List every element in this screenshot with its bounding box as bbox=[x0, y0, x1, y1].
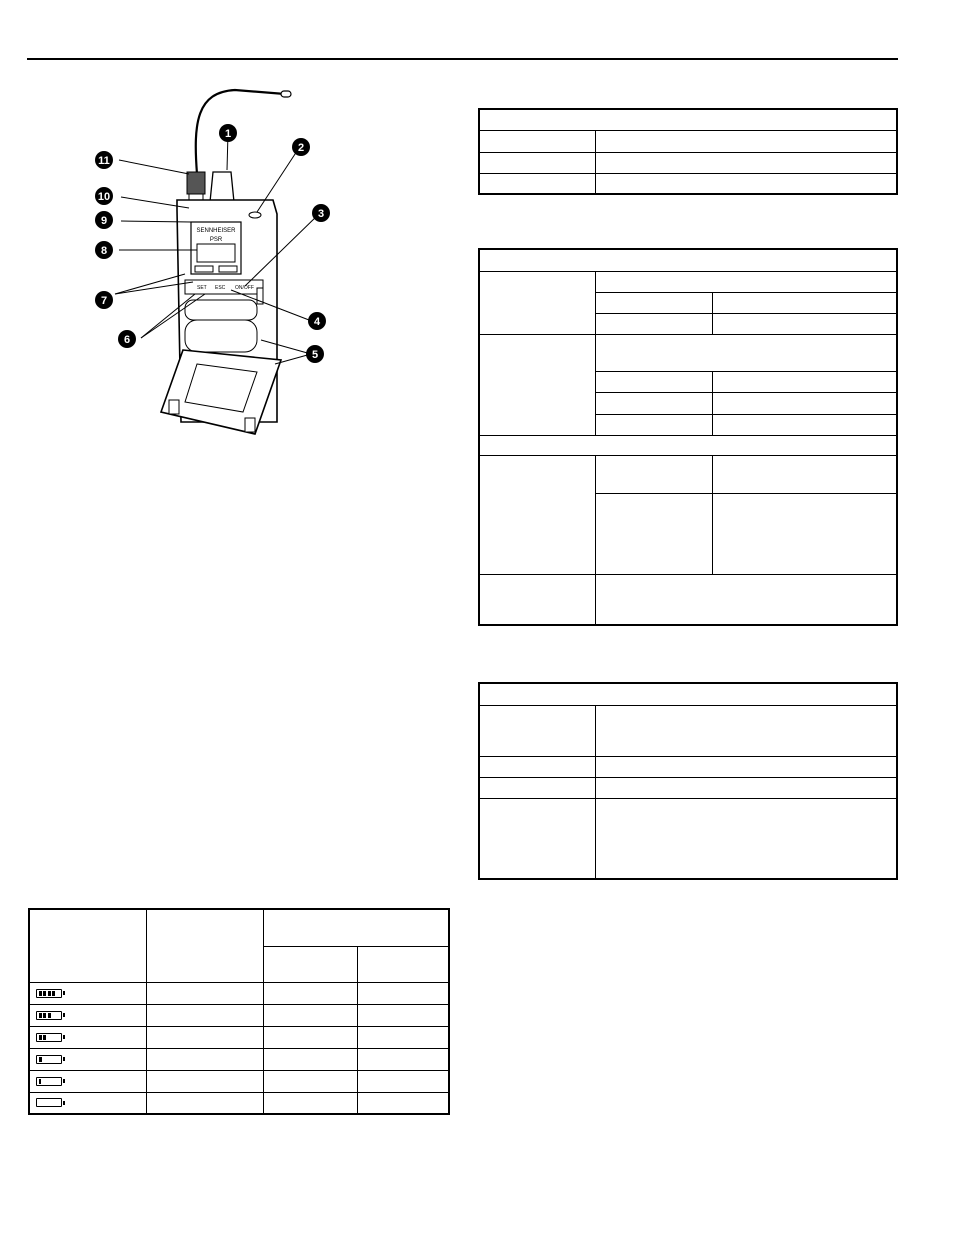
table-cell bbox=[29, 982, 146, 1004]
table-cell bbox=[712, 455, 897, 493]
battery-cell-bottom bbox=[185, 320, 257, 352]
table-cell bbox=[479, 455, 595, 574]
callout-10 bbox=[95, 187, 113, 205]
svg-text:3: 3 bbox=[317, 208, 325, 220]
battery-low-bar-icon bbox=[36, 1077, 65, 1086]
table-cell bbox=[595, 574, 897, 625]
battery-2-bars-icon bbox=[36, 1033, 65, 1042]
table-cell bbox=[595, 705, 897, 756]
table-cell bbox=[29, 1026, 146, 1048]
table-cell bbox=[29, 909, 146, 982]
table-cell bbox=[146, 909, 263, 982]
table-cell bbox=[357, 946, 449, 982]
table-cell bbox=[595, 130, 897, 152]
up-button bbox=[219, 266, 237, 272]
callout-5 bbox=[306, 345, 324, 363]
display-label: PSR bbox=[209, 237, 223, 243]
table-cell bbox=[595, 756, 897, 777]
table-row bbox=[29, 1070, 449, 1092]
table-cell bbox=[479, 249, 897, 271]
battery-empty-icon bbox=[36, 1098, 65, 1107]
table-cell bbox=[595, 173, 897, 194]
battery-4-bars-icon bbox=[36, 989, 65, 998]
table-cell bbox=[595, 493, 712, 574]
esc-button-label: ESC bbox=[215, 285, 226, 291]
table-cell bbox=[263, 909, 449, 946]
antenna-cable bbox=[196, 90, 285, 174]
battery-1-bar-icon bbox=[36, 1055, 65, 1064]
table-cell bbox=[146, 1070, 263, 1092]
callout-4 bbox=[308, 312, 326, 330]
table-cell bbox=[595, 334, 897, 371]
table-cell bbox=[712, 414, 897, 435]
svg-text:10: 10 bbox=[97, 191, 111, 203]
antenna-connector bbox=[187, 172, 205, 194]
table-cell bbox=[357, 982, 449, 1004]
table-row bbox=[29, 982, 449, 1004]
spec-table-a bbox=[478, 108, 898, 195]
table-cell bbox=[595, 798, 897, 879]
svg-text:1: 1 bbox=[224, 128, 232, 140]
table-cell bbox=[29, 1048, 146, 1070]
table-cell bbox=[712, 313, 897, 334]
table-cell bbox=[479, 152, 595, 173]
lid-latch-right bbox=[245, 418, 255, 432]
table-cell bbox=[479, 756, 595, 777]
svg-text:7: 7 bbox=[100, 295, 108, 307]
table-cell bbox=[479, 777, 595, 798]
table-cell bbox=[146, 982, 263, 1004]
table-cell bbox=[263, 1004, 357, 1026]
bodypack-receiver-drawing bbox=[85, 82, 345, 442]
table-cell bbox=[357, 1004, 449, 1026]
table-cell bbox=[479, 574, 595, 625]
callout-8 bbox=[95, 241, 113, 259]
table-cell bbox=[357, 1092, 449, 1114]
svg-text:8: 8 bbox=[100, 245, 108, 257]
table-cell bbox=[263, 1092, 357, 1114]
table-cell bbox=[712, 392, 897, 414]
svg-text:5: 5 bbox=[311, 349, 319, 361]
table-cell bbox=[479, 109, 897, 130]
table-cell bbox=[146, 1048, 263, 1070]
table-cell bbox=[712, 292, 897, 313]
table-cell bbox=[263, 946, 357, 982]
table-cell bbox=[712, 371, 897, 392]
callout-3 bbox=[312, 204, 330, 222]
table-cell bbox=[479, 173, 595, 194]
table-cell bbox=[595, 371, 712, 392]
table-cell bbox=[29, 1004, 146, 1026]
antenna-tip bbox=[281, 91, 291, 97]
table-cell bbox=[595, 777, 897, 798]
table-row bbox=[29, 1026, 449, 1048]
table-cell bbox=[479, 130, 595, 152]
battery-status-table bbox=[28, 908, 450, 1115]
table-cell bbox=[479, 705, 595, 756]
header-rule bbox=[27, 58, 898, 60]
svg-text:6: 6 bbox=[123, 334, 131, 346]
battery-rows bbox=[29, 982, 449, 1114]
table-cell bbox=[595, 392, 712, 414]
down-button bbox=[195, 266, 213, 272]
table-cell bbox=[479, 334, 595, 435]
callout-9 bbox=[95, 211, 113, 229]
table-cell bbox=[479, 683, 897, 705]
battery-cell-top bbox=[185, 300, 257, 320]
table-cell bbox=[263, 1048, 357, 1070]
brand-label: SENNHEISER bbox=[196, 228, 236, 234]
lcd-screen bbox=[197, 244, 235, 262]
table-row bbox=[29, 1092, 449, 1114]
onoff-button-label: ON/OFF bbox=[235, 285, 254, 291]
table-cell bbox=[479, 435, 897, 455]
spec-table-c bbox=[478, 682, 898, 880]
table-cell bbox=[357, 1026, 449, 1048]
table-cell bbox=[146, 1092, 263, 1114]
table-cell bbox=[29, 1092, 146, 1114]
table-cell bbox=[595, 414, 712, 435]
table-cell bbox=[357, 1048, 449, 1070]
table-row bbox=[29, 1004, 449, 1026]
table-cell bbox=[479, 271, 595, 334]
table-cell bbox=[595, 152, 897, 173]
table-cell bbox=[357, 1070, 449, 1092]
table-cell bbox=[595, 292, 712, 313]
table-cell bbox=[712, 493, 897, 574]
table-cell bbox=[479, 798, 595, 879]
table-cell bbox=[595, 271, 897, 292]
table-cell bbox=[263, 1026, 357, 1048]
set-button-label: SET bbox=[197, 285, 207, 291]
svg-text:9: 9 bbox=[100, 215, 108, 227]
table-cell bbox=[595, 313, 712, 334]
table-cell bbox=[146, 1026, 263, 1048]
svg-text:11: 11 bbox=[98, 155, 110, 167]
spec-table-b bbox=[478, 248, 898, 626]
table-cell bbox=[595, 455, 712, 493]
battery-3-bars-icon bbox=[36, 1011, 65, 1020]
callout-7 bbox=[95, 291, 113, 309]
callout-2 bbox=[292, 138, 310, 156]
svg-text:4: 4 bbox=[313, 316, 321, 328]
table-cell bbox=[146, 1004, 263, 1026]
callout-11 bbox=[95, 151, 113, 169]
device-illustration bbox=[85, 82, 345, 442]
callout-1 bbox=[219, 124, 237, 142]
headphone-jack bbox=[249, 212, 261, 218]
table-cell bbox=[263, 982, 357, 1004]
table-row bbox=[29, 1048, 449, 1070]
lid-latch-left bbox=[169, 400, 179, 414]
svg-text:2: 2 bbox=[297, 142, 305, 154]
table-cell bbox=[263, 1070, 357, 1092]
table-cell bbox=[29, 1070, 146, 1092]
callout-6 bbox=[118, 330, 136, 348]
